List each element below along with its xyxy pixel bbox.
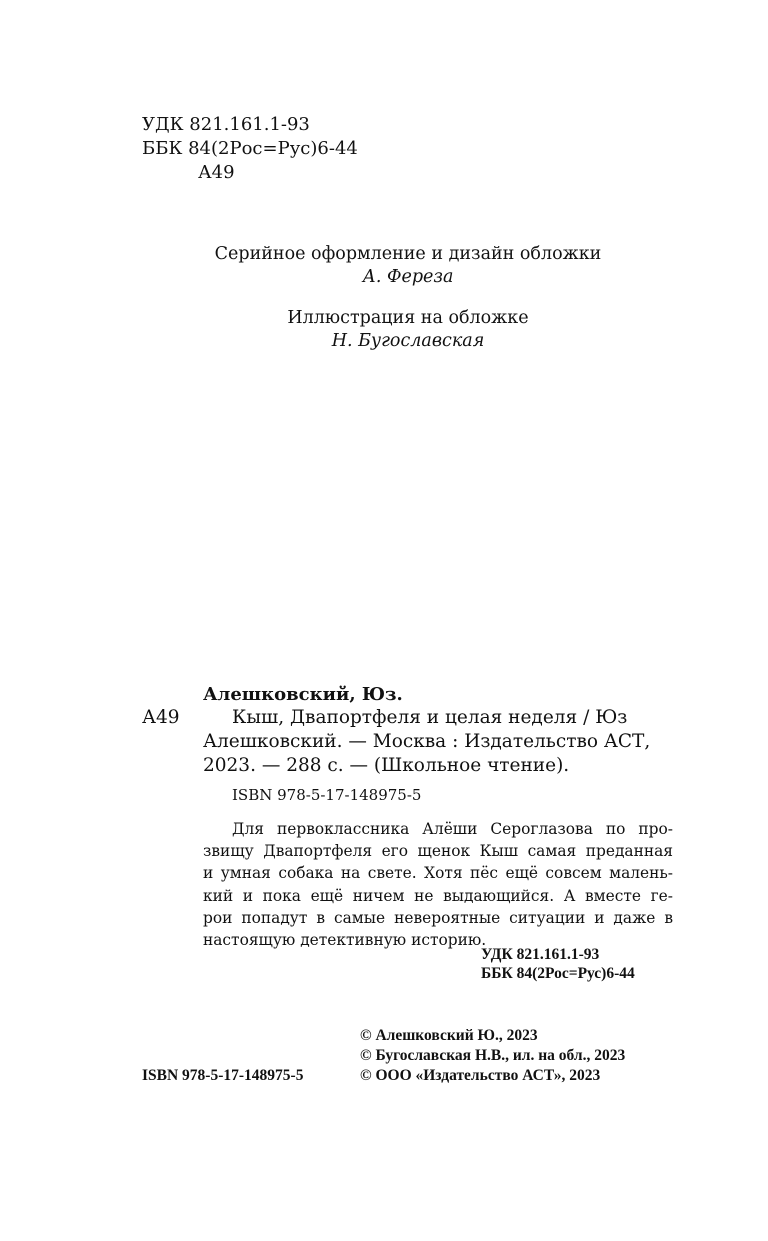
catalog-author-heading: Алешковский, Юз.: [203, 684, 403, 705]
annotation-line: Для первоклассника Алёши Сероглазова по про-: [232, 820, 673, 838]
catalog-line-1: Кыш, Двапортфеля и целая неделя / Юз: [232, 707, 628, 728]
annotation-line: рои попадут в самые невероятные ситуации и даже в: [203, 908, 673, 927]
annotation: [203, 818, 673, 951]
bottom-udk: УДК 821.161.1-93: [481, 946, 600, 963]
illustration-credit-label: Иллюстрация на обложке: [287, 308, 529, 328]
catalog-isbn: ISBN 978-5-17-148975-5: [232, 786, 422, 804]
design-credit-name: А. Фереза: [362, 267, 454, 287]
copyright-publisher: © ООО «Издательство АСТ», 2023: [360, 1067, 601, 1084]
author-mark: А49: [198, 162, 235, 183]
bottom-bbk: ББК 84(2Рос=Рус)6-44: [481, 965, 635, 982]
udk-code: УДК 821.161.1-93: [142, 114, 310, 135]
copyright-isbn: ISBN 978-5-17-148975-5: [142, 1067, 304, 1084]
annotation-line: кий и пока ещё ничем не выдающийся. А вместе ге-: [203, 886, 673, 905]
annotation-line: и умная собака на свете. Хотя пёс ещё совсем малень-: [203, 864, 673, 883]
catalog-line-2: Алешковский. — Москва : Издательство АСТ,: [203, 731, 651, 752]
annotation-line: настоящую детективную историю.: [203, 931, 487, 950]
copyright-author: © Алешковский Ю., 2023: [360, 1027, 538, 1044]
catalog-author-mark: А49: [142, 707, 180, 728]
illustration-credit-name: Н. Бугославская: [331, 331, 485, 351]
annotation-line: звищу Двапортфеля его щенок Кыш самая преданная: [203, 842, 673, 861]
catalog-line-3: 2023. — 288 с. — (Школьное чтение).: [203, 755, 570, 776]
copyright-illustrator: © Бугославская Н.В., ил. на обл., 2023: [360, 1047, 626, 1064]
design-credit-label: Серийное оформление и дизайн обложки: [214, 244, 602, 264]
bbk-code: ББК 84(2Рос=Рус)6-44: [142, 138, 358, 159]
